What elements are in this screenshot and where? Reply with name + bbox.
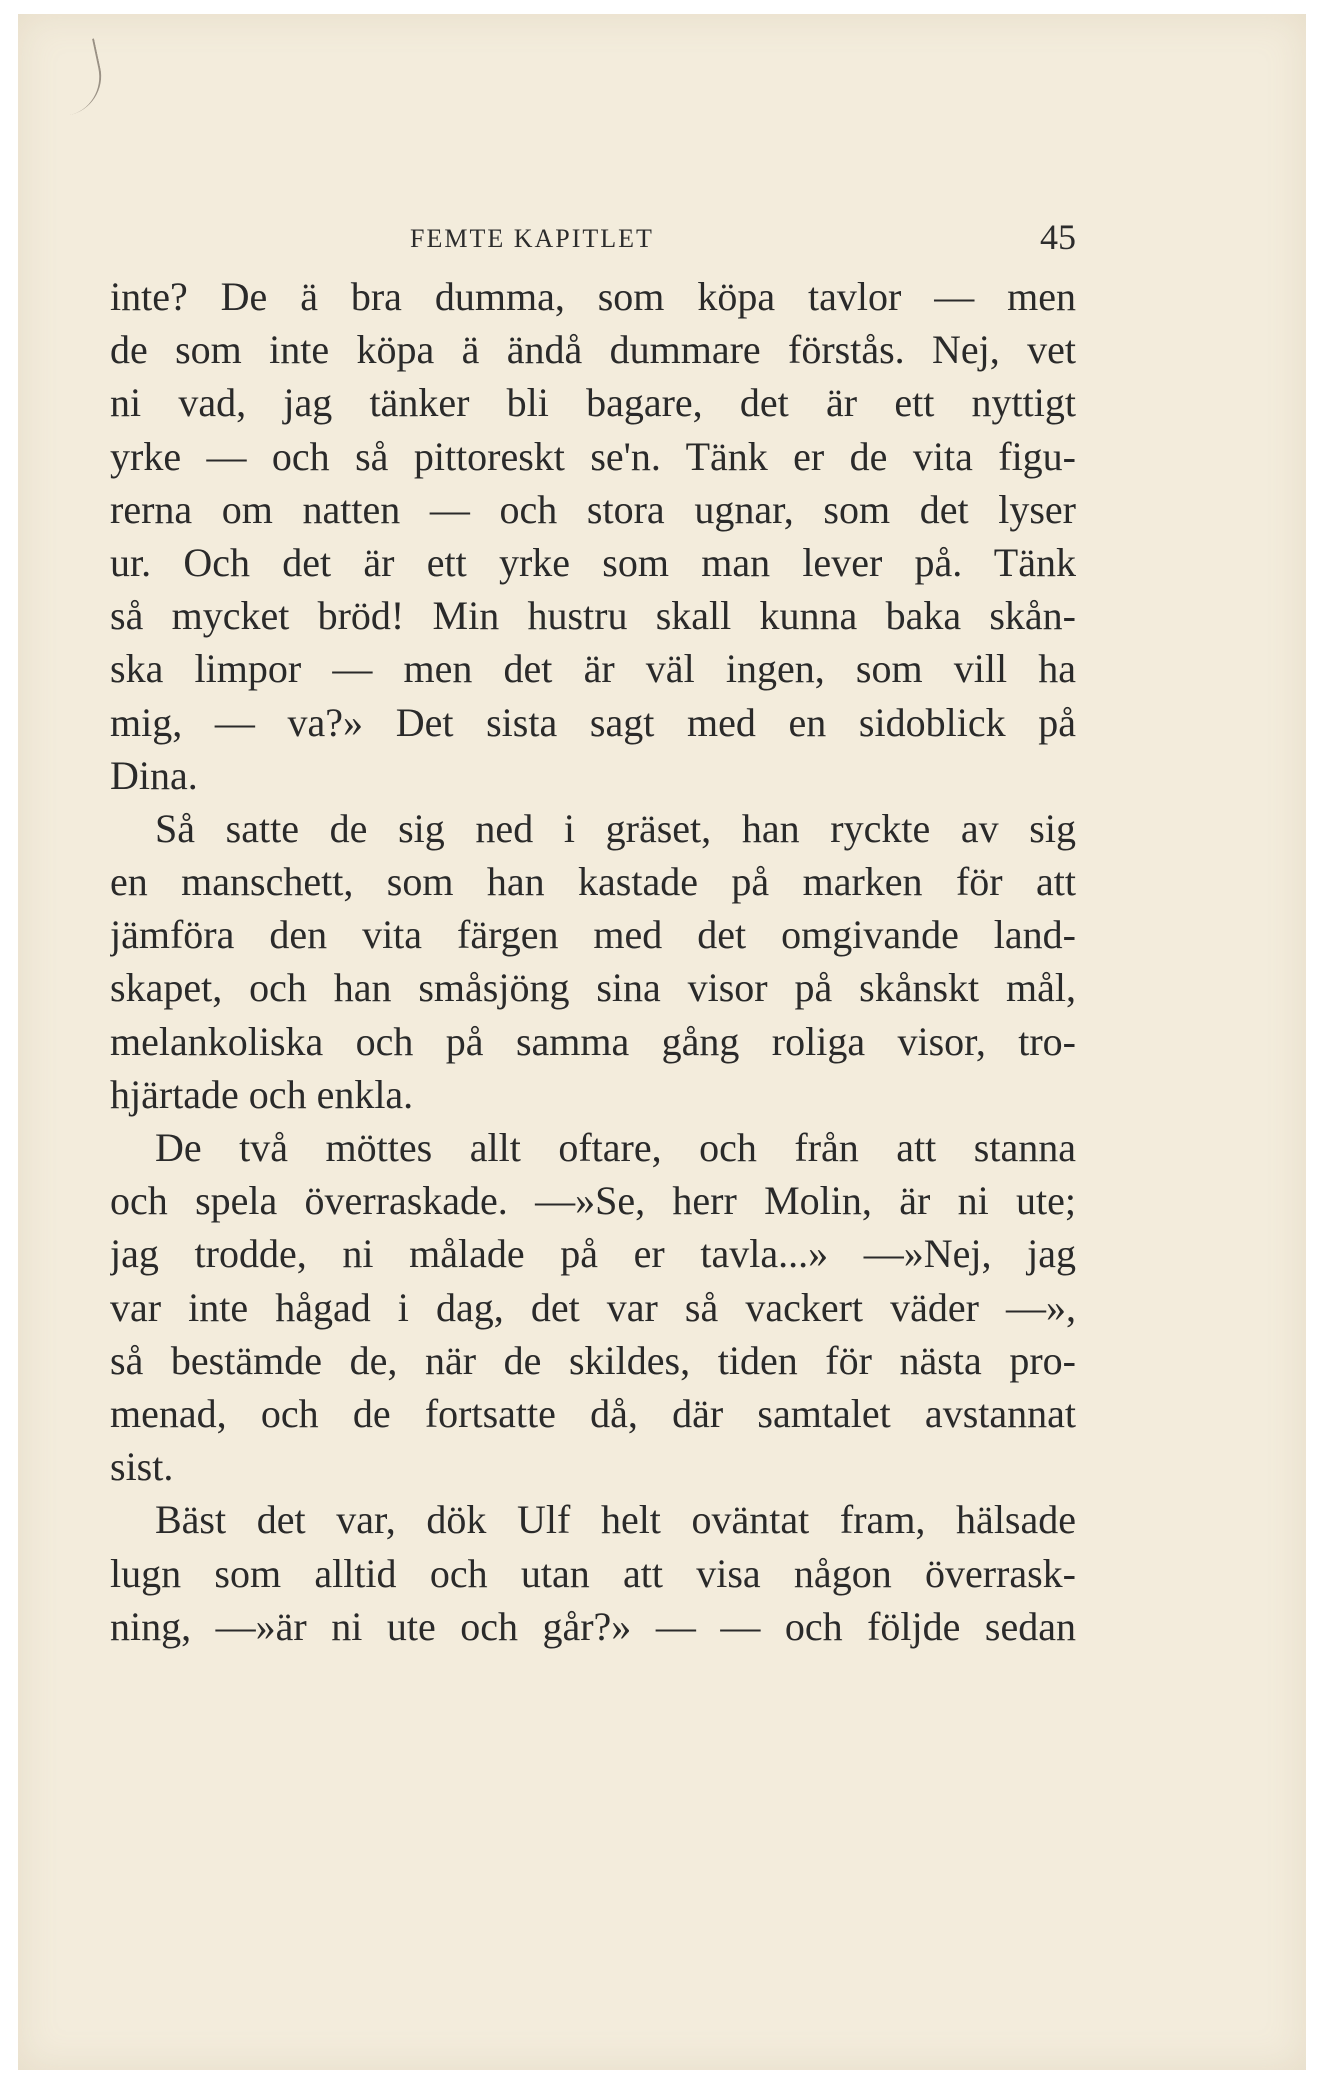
- text-line: hjärtade och enkla.: [110, 1071, 414, 1117]
- text-line: ska limpor — men det är väl ingen, som vill ha: [110, 646, 1076, 692]
- text-line: ning, —»är ni ute och går?» — — och följde sedan: [110, 1603, 1076, 1649]
- text-line: jag trodde, ni målade på er tavla...» —»Nej, jag: [110, 1231, 1076, 1277]
- text-line: så mycket bröd! Min hustru skall kunna baka skån-: [110, 593, 1076, 639]
- text-line: yrke — och så pittoreskt se'n. Tänk er de vita figu-: [110, 433, 1076, 479]
- text-line: en manschett, som han kastade på marken för att: [110, 859, 1076, 905]
- text-line: rerna om natten — och stora ugnar, som det lyser: [110, 486, 1076, 532]
- text-line: mig, — va?» Det sista sagt med en sidoblick på: [110, 699, 1076, 745]
- text-line: de som inte köpa ä ändå dummare förstås. Nej, vet: [110, 327, 1076, 373]
- text-line: menad, och de fortsatte då, där samtalet avstannat: [110, 1390, 1076, 1436]
- text-line: Bäst det var, dök Ulf helt oväntat fram, hälsade: [155, 1497, 1076, 1543]
- text-line: melankoliska och på samma gång roliga visor, tro-: [110, 1018, 1076, 1064]
- page-header: [110, 210, 1076, 260]
- text-line: sist.: [110, 1444, 174, 1490]
- text-line: Dina.: [110, 752, 198, 798]
- corner-pencil-mark: [33, 38, 108, 119]
- text-line: jämföra den vita färgen med det omgivande land-: [110, 912, 1076, 958]
- text-line: var inte hågad i dag, det var så vackert väder —»,: [110, 1284, 1076, 1330]
- text-line: Så satte de sig ned i gräset, han ryckte av sig: [155, 805, 1076, 851]
- page-number: 45: [1040, 217, 1076, 257]
- running-head: FEMTE KAPITLET: [410, 224, 654, 253]
- text-line: lugn som alltid och utan att visa någon överrask-: [110, 1550, 1076, 1596]
- text-line: ur. Och det är ett yrke som man lever på. Tänk: [110, 539, 1076, 585]
- text-line: inte? De ä bra dumma, som köpa tavlor — men: [110, 274, 1076, 319]
- text-line: skapet, och han småsjöng sina visor på skånskt mål,: [110, 965, 1076, 1011]
- text-line: och spela överraskade. —»Se, herr Molin, är ni ute;: [110, 1178, 1076, 1224]
- text-line: De två möttes allt oftare, och från att stanna: [155, 1125, 1076, 1170]
- text-line: så bestämde de, när de skildes, tiden för nästa pro-: [110, 1337, 1076, 1383]
- text-line: ni vad, jag tänker bli bagare, det är ett nyttigt: [110, 380, 1076, 426]
- body-text: [110, 270, 1076, 1653]
